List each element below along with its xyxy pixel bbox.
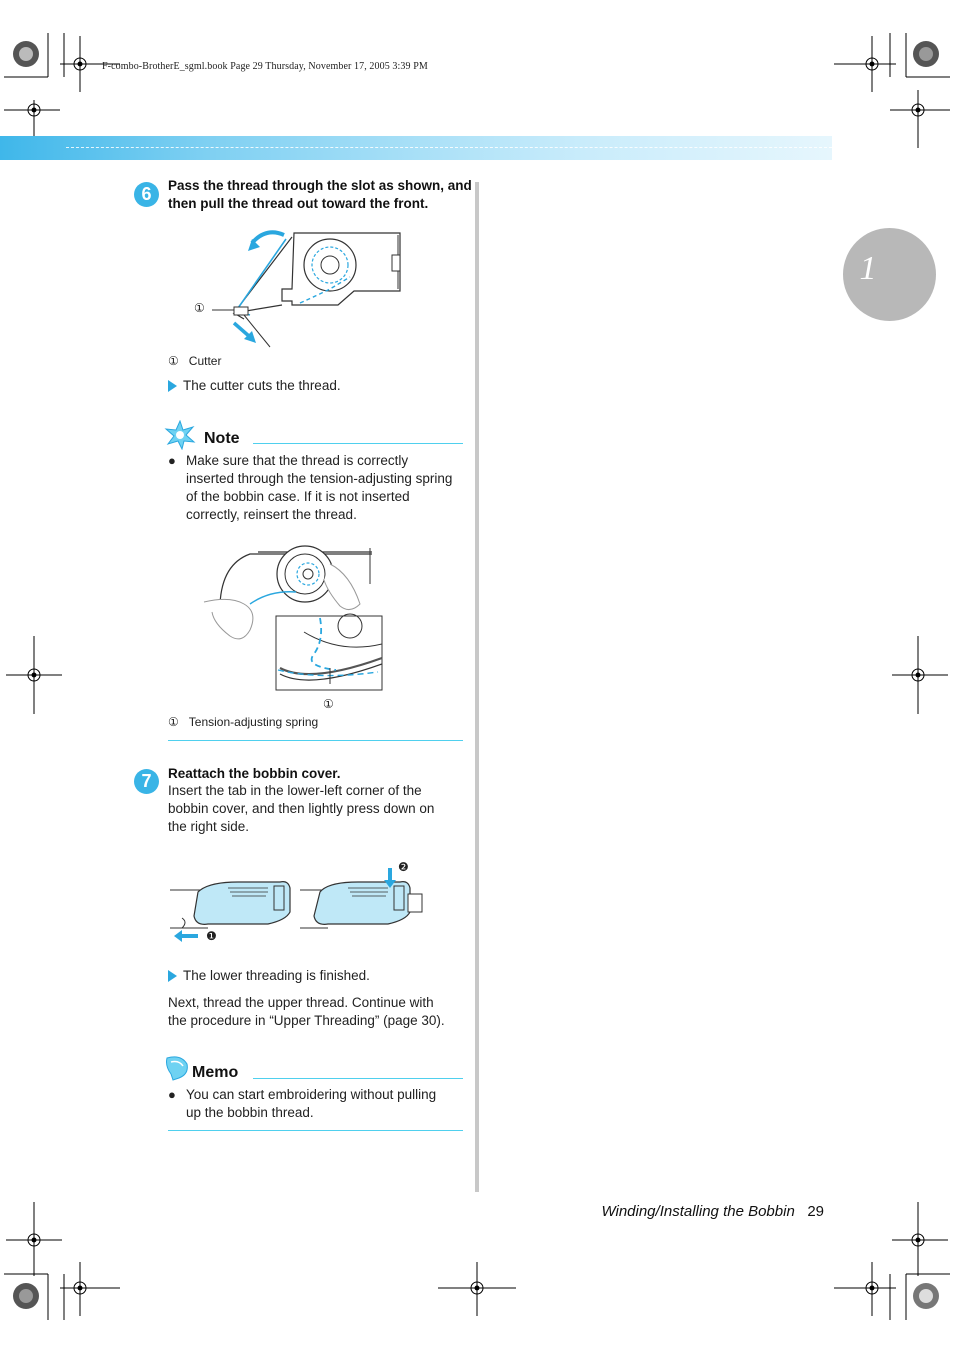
result-arrow-icon	[168, 380, 177, 392]
step-7-title: Reattach the bobbin cover.	[168, 766, 341, 781]
cover-press-view	[300, 868, 422, 928]
tension-spring-legend-text: Tension-adjusting spring	[188, 715, 319, 729]
chapter-number: 1	[859, 250, 877, 287]
cover-marker-2: ❷	[398, 860, 409, 874]
step-6-result-text: The cutter cuts the thread.	[183, 378, 341, 393]
book-info: F-combo-BrotherE_sgml.book Page 29 Thursday, November 17, 2005 3:39 PM	[102, 61, 428, 72]
cover-marker-1: ❶	[206, 929, 217, 943]
header-band	[0, 136, 832, 160]
step-7-badge: 7	[134, 769, 159, 794]
step-6-title	[168, 177, 472, 213]
step-7-line-2: bobbin cover, and then lightly press down on	[168, 801, 435, 816]
step-7-line-1: Insert the tab in the lower-left corner of the	[168, 783, 422, 798]
footer-section-title: Winding/Installing the Bobbin	[601, 1203, 795, 1220]
cutter-legend-text: Cutter	[188, 354, 222, 368]
memo-line-1: You can start embroidering without pulling	[186, 1087, 437, 1102]
step-6-result	[168, 377, 341, 395]
note-line-3: of the bobbin case. If it is not inserted	[186, 489, 410, 504]
memo-heading: Memo	[192, 1064, 239, 1081]
bobbin-cutter-illustration	[200, 225, 410, 350]
column-divider	[475, 182, 479, 1192]
note-line-4: correctly, reinsert the thread.	[186, 507, 357, 522]
cutter-legend	[168, 354, 221, 368]
next-step-line-1: Next, thread the upper thread. Continue with	[168, 995, 434, 1010]
step-6-title-line-1: Pass the thread through the slot as shown, and	[168, 178, 472, 193]
page-footer	[560, 1203, 824, 1220]
cutter-legend-marker: ①	[168, 354, 179, 368]
result-arrow-icon	[168, 970, 177, 982]
note-end-rule	[168, 740, 463, 741]
step-6-badge: 6	[134, 182, 159, 207]
tension-spring-legend-marker: ①	[168, 715, 179, 729]
note-line-2: inserted through the tension-adjusting spring	[186, 471, 453, 486]
tension-spring-illustration	[200, 544, 390, 694]
tension-spring-callout: ①	[323, 697, 334, 711]
note-line-1: Make sure that the thread is correctly	[186, 453, 409, 468]
step-7-line-3: the right side.	[168, 819, 250, 834]
step-7-instructions	[168, 782, 468, 836]
note-bullet-dot: ●	[168, 453, 176, 468]
note-heading-rule	[253, 443, 463, 444]
page-number: 29	[807, 1203, 824, 1220]
next-step-text	[168, 994, 468, 1030]
next-step-line-2: the procedure in “Upper Threading” (page 30).	[168, 1013, 445, 1028]
step-7-result	[168, 967, 370, 985]
step-6-title-line-2: then pull the thread out toward the front.	[168, 196, 429, 211]
note-bullet	[168, 452, 468, 524]
step-7-result-text: The lower threading is finished.	[183, 968, 370, 983]
memo-line-2: up the bobbin thread.	[186, 1105, 314, 1120]
memo-bullet-dot: ●	[168, 1087, 176, 1102]
note-sparkle-icon	[164, 420, 196, 450]
note-heading: Note	[204, 430, 240, 447]
memo-bullet	[168, 1086, 468, 1122]
tension-spring-legend	[168, 715, 318, 729]
memo-icon	[163, 1054, 191, 1082]
cutter-callout: ①	[194, 301, 205, 315]
cover-insert-view	[170, 882, 290, 942]
memo-end-rule	[168, 1130, 463, 1131]
memo-heading-rule	[253, 1078, 463, 1079]
